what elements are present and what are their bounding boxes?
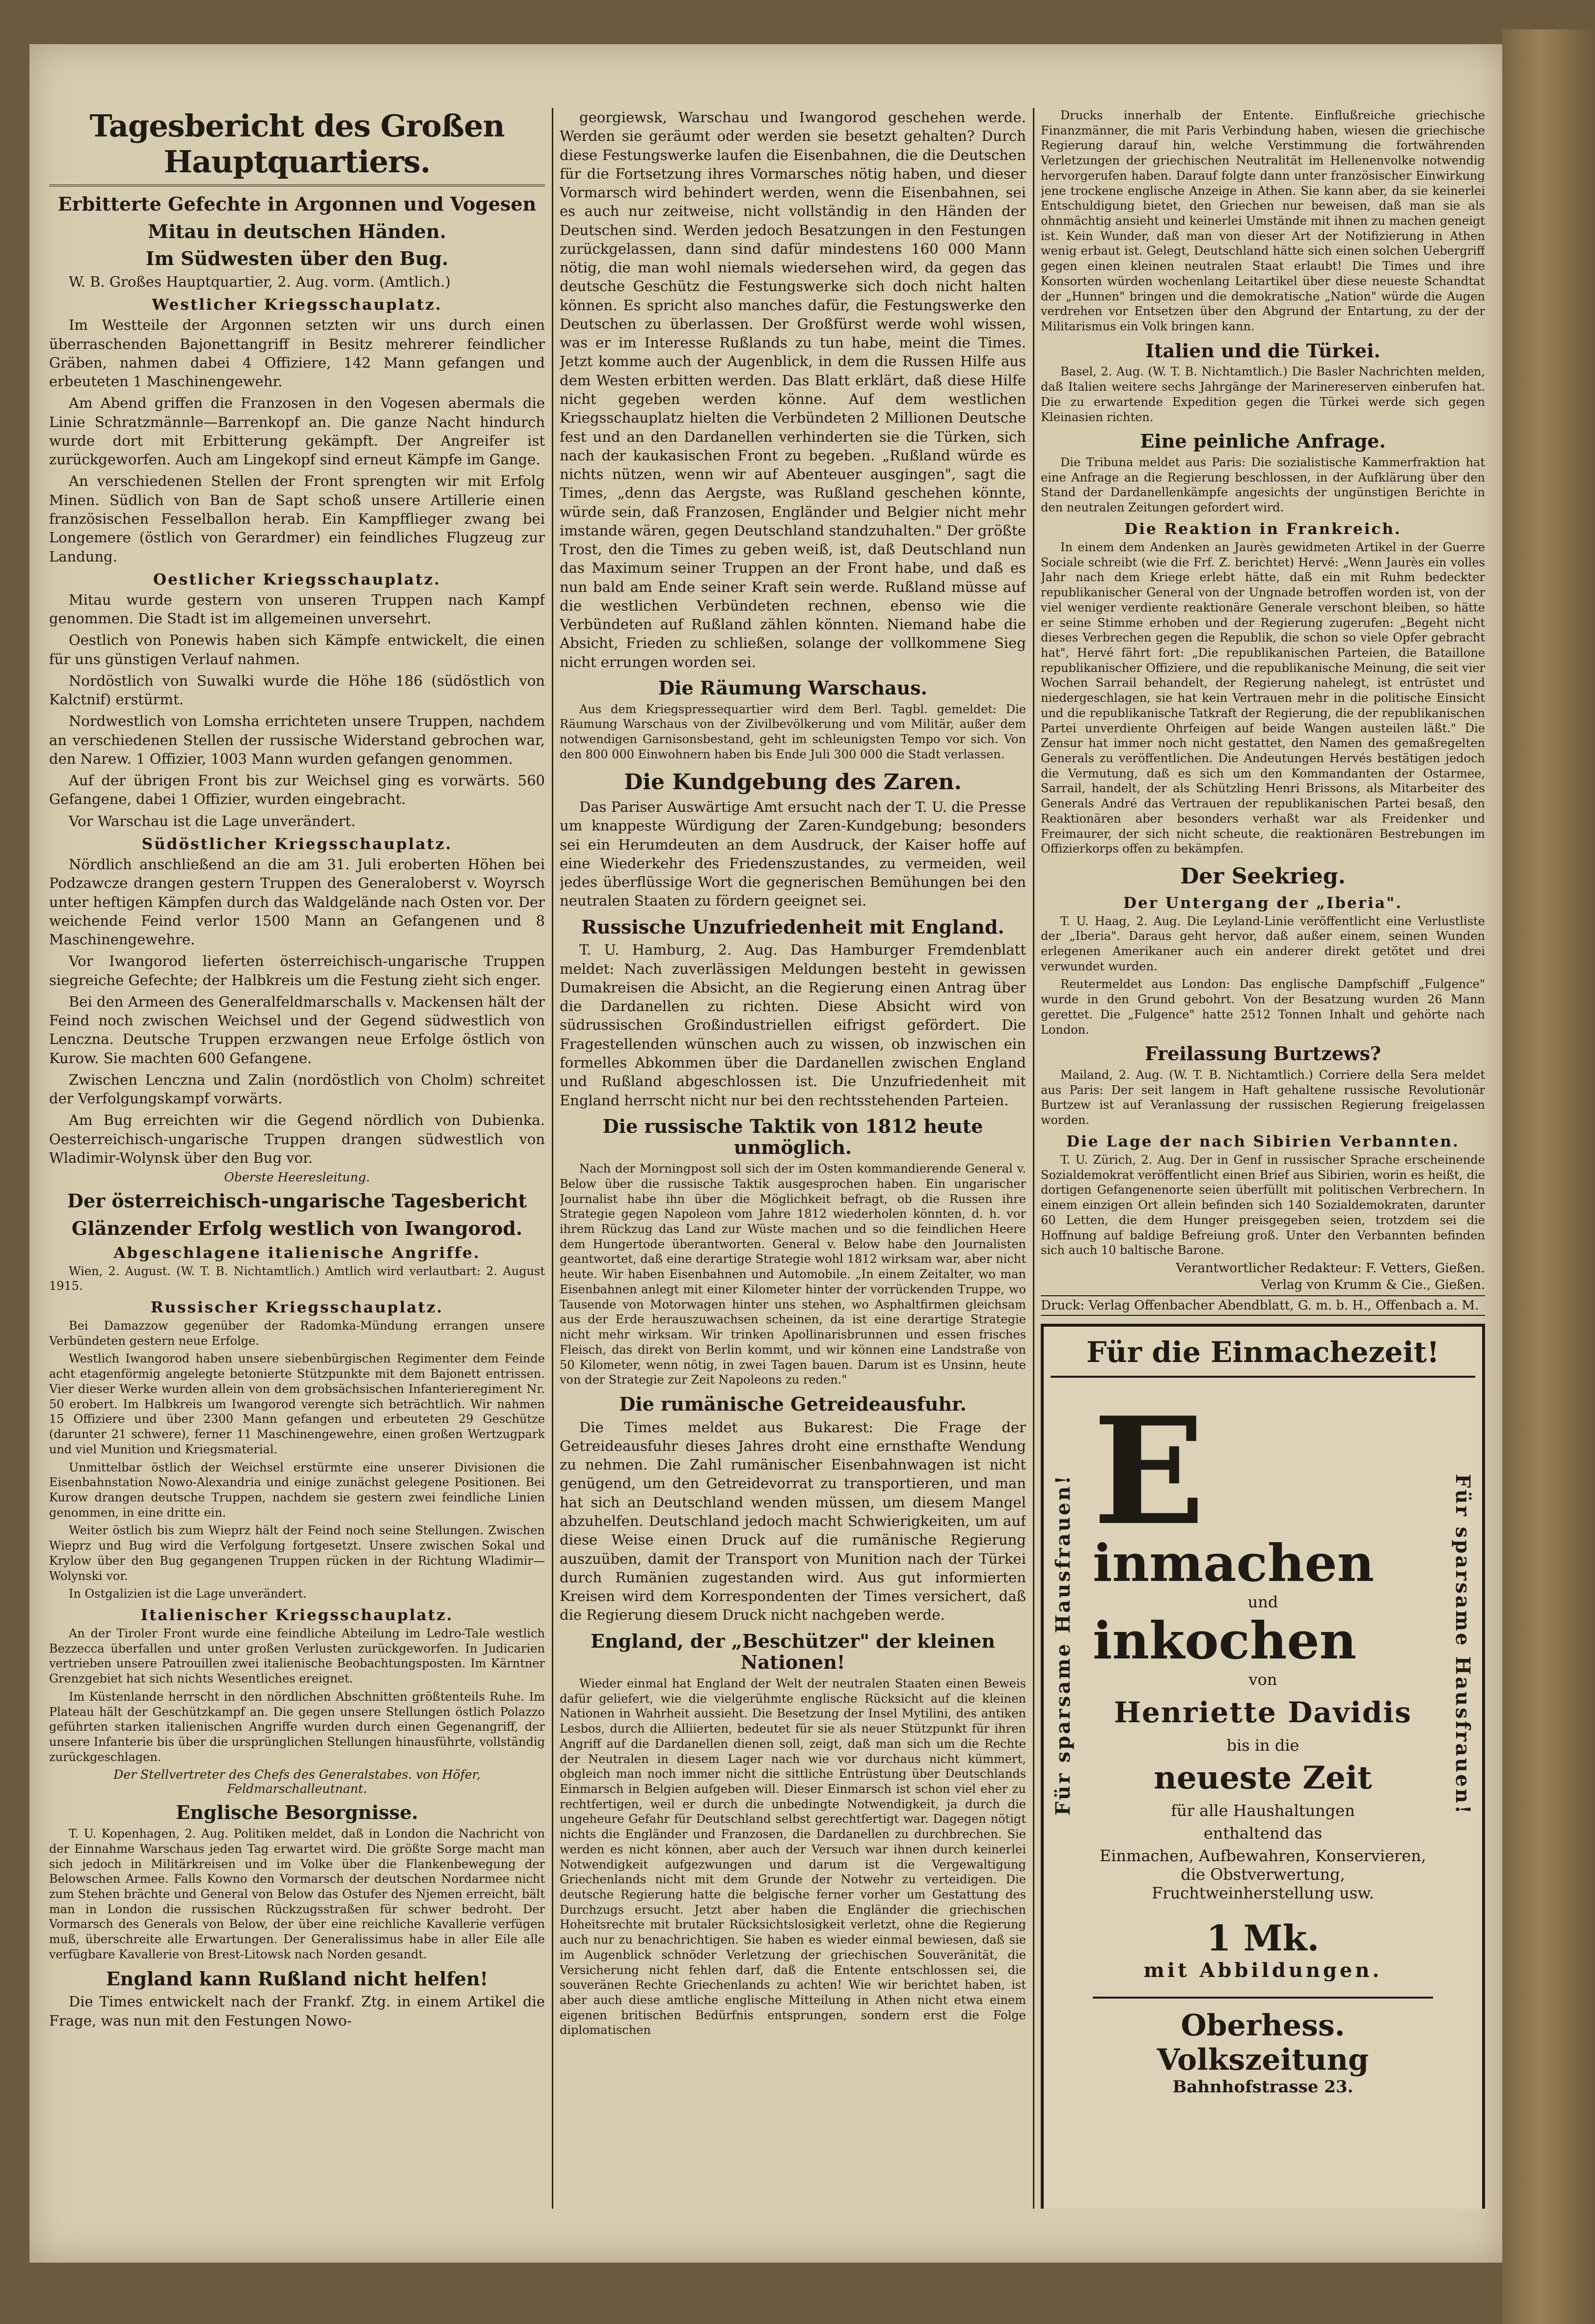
section-heading: Die Reaktion in Frankreich. <box>1124 520 1402 538</box>
paragraph: Wieder einmal hat England der Welt der neutralen Staaten einen Beweis dafür geliefert, wie die vielgerühmte englische Rücksicht auf die kleinen Nationen in Wahrheit aussieht. Die Besetzung der Insel Mytilini, des antiken Lesbos, durch die Alliierten, bedeutet für sie als neuer Stützpunkt für ihren Angriff auf die Dardanellen dienen soll, zeigt, daß man sich um die Rechte der Neutralen in diesem Lager nach wie vor durchaus nicht kümmert, obgleich man noch immer nicht die sittliche Entrüstung über Deutschlands Einmarsch in Belgien aufgeben will. Dieser Einmarsch ist schon viel eher zu rechtfertigen, weil er durch die unbedingte Notwendigkeit, ja durch die ungeheure Gefahr für Deutschland selbst gerechtfertigt war. Dagegen nötigt nichts die Engländer und Franzosen, die Dardanellen zu durchbrechen. Sie werden es nicht können, aber auch der Versuch war ihnen durch keinerlei Notwendigkeit aufgezwungen und darum ist die Vergewaltigung Griechenlands nicht mit dem Grunde der Notwehr zu verteidigen. Die deutsche Regierung hatte die belgische ferner vorher um Gestattung des Durchzugs ersucht. Jetzt aber haben die Engländer die griechischen Hoheitsrechte mit brutaler Rücksichtslosigkeit verletzt, ohne die Regierung auch nur zu benachrichtigen. Sie haben es wieder einmal bewiesen, daß sie im Augenblick schnöder Verletzung der griechischen Souveränität, die Versicherung nicht fehlen darf, daß die Entente entschlossen sei, die souveränen Rechte Griechenlands zu achten! Wie wir berichtet haben, ist aber auch diese amtliche englische Mitteilung in Athen nicht etwa einem eigenen britischen Bedürfnis entsprungen, sondern erst die Folge diplomatischen <box>560 1676 1026 2037</box>
ad-enthaltend: enthaltend das <box>1203 1823 1323 1843</box>
ad-und: und <box>1247 1592 1278 1611</box>
section-heading: Der Untergang der „Iberia". <box>1123 894 1403 912</box>
paragraph: Westlich Iwangorod haben unsere siebenbürgischen Regimenter dem Feinde acht etagenförmig angelegte betonierte Stützpunkte mit dem Bajonett entrissen. Vier dieser Werke wurden allein von dem grobsächsischen Infanterieregiment Nr. 50 erobert. Im Halbkreis um Iwangorod verengte sich beträchtlich. Wir nahmen 15 Offiziere und über 2300 Mann gefangen und erbeuteten 29 Geschütze (darunter 21 schwere), ferner 11 Maschinengewehre, einen großen Wertzugpark und viel Munition und Kriegsmaterial. <box>49 1352 545 1456</box>
paragraph: T. U. Zürich, 2. Aug. Der in Genf in russischer Sprache erscheinende Sozialdemokrat veröffentlicht einen Brief aus Sibirien, worin es heißt, die dortigen Gefangenenorte seien überfüllt mit politischen Verbrechern. In einem einzigen Ort allein befinden sich 140 Sozialdemokraten, darunter 60 Letten, die dem Hunger preisgegeben seien, trotzdem sei die Hoffnung auf baldige Befreiung groß. Unter den Verbannten befinden sich auch 10 baltische Barone. <box>1041 1152 1485 1257</box>
imprint-printer: Druck: Verlag Offenbacher Abendblatt, G. m. b. H., Offenbach a. M. <box>1041 1295 1485 1316</box>
paragraph: Oestlich von Ponewis haben sich Kämpfe entwickelt, die einen für uns günstigen Verlauf nahmen. <box>49 632 545 668</box>
headline: Glänzender Erfolg westlich von Iwangorod. <box>71 1217 523 1239</box>
paragraph: Bei Damazzow gegenüber der Radomka-Mündung errangen unsere Verbündeten gestern neue Erfolge. <box>49 1319 545 1348</box>
paragraph: T. U. Kopenhagen, 2. Aug. Politiken meldet, daß in London die Nachricht von der Einnahme Warschaus jeden Tag erwartet wird. Die größte Sorge macht man sich jedoch in Militärkreisen und im Volke über die Flankenbewegung der Belowschen Armee. Falls Kowno den Vormarsch der deutschen Nordarmee nicht zum Stehen brächte und General von Below das Ostufer des Njemen erreicht, bält man in London die russischen Rückzugsstraßen für schwer bedroht. Der Vormarsch des Generals von Below, der über eine reichliche Kavallerie verfügen muß, überschreite alle Erwartungen. Der Generalissimus habe in aller Eile alle verfügbare Kavallerie von Brest-Litowsk nach Norden gesandt. <box>49 1827 545 1961</box>
headline: Der österreichisch-ungarische Tagesbericht <box>67 1190 527 1212</box>
ad-headline: Für die Einmachezeit! <box>1051 1336 1475 1378</box>
ad-initial-letter: E <box>1093 1405 1205 1558</box>
column-3 <box>1041 108 1485 2209</box>
paragraph: T. U. Hamburg, 2. Aug. Das Hamburger Fremdenblatt meldet: Nach zuverlässigen Meldungen besteht in gewissen Dumakreisen die Absicht, an die Regierung einen Antrag über die Dardanellen zu richten. Diese Absicht wird von südrussischen Großindustriellen eifrigst gefördert. Die Fragestellenden wünschen auch zu wissen, ob inzwischen ein formelles Abkommen über die Dardanellen zwischen England und Rußland abgeschlossen ist. Die Unzufriedenheit mit England herrscht nicht nur bei den rechtsstehenden Parteien. <box>560 941 1026 1109</box>
ad-price: 1 Mk. <box>1206 1917 1320 1959</box>
ad-neueste-zeit: neueste Zeit <box>1154 1759 1372 1796</box>
paragraph: Nach der Morningpost soll sich der im Osten kommandierende General v. Below über die russische Taktik ausgesprochen haben. Ein ungarischer Journalist habe ihn über die Möglichkeit befragt, ob die Russen ihre Strategie gegen Napoleon vom Jahre 1812 wiederholen könnten, d. h. vor ihrem Rückzug das Land zur Wüste machen und so die feindlichen Heere dem Hungertode überantworten. General v. Below habe den Journalisten geantwortet, daß eine derartige Strategie wohl 1812 wirksam war, aber nicht heute. Wir haben Eisenbahnen und Automobile. „In einem Zeitalter, wo man Eisenbahnen anlegt mit einer Kilometer hinter der vorrückenden Truppe, wo Tausende von Motorwagen hinter uns stehen, wo Asphaltfirmen gleichsam aus der Erde herauszuwachsen scheinen, da ist eine derartige Strategie nicht mehr wirksam. Wir trinken Apollinarisbrunnen und essen frisches Fleisch, das direkt von Berlin kommt, und wir können eine Landstraße von 50 Kilometer, wenn nötig, in zwei Tagen bauen. Darum ist es Unsinn, heute von der Strategie zur Zeit Napoleons zu reden." <box>560 1162 1026 1387</box>
paragraph: Die Tribuna meldet aus Paris: Die sozialistische Kammerfraktion hat eine Anfrage an die Regierung beschlossen, in der Aufklärung über den Stand der Dardanellenkämpfe angesichts der ungünstigen Berichte in den neutralen Zeitungen gefordert wird. <box>1041 455 1485 515</box>
paragraph: Mailand, 2. Aug. (W. T. B. Nichtamtlich.) Corriere della Sera meldet aus Paris: Der seit langem in Haft gehaltene russische Revolutionär Burtzew ist auf Veranlassung der russischen Regierung freigelassen worden. <box>1041 1068 1485 1127</box>
paragraph: In Ostgalizien ist die Lage unverändert. <box>69 1587 307 1601</box>
paragraph: Nordwestlich von Lomsha errichteten unsere Truppen, nachdem an verschiedenen Stellen der russische Widerstand gebrochen war, den Narew. 1 Offizier, 1003 Mann wurden gefangen genommen. <box>49 713 545 767</box>
paragraph: An verschiedenen Stellen der Front sprengten wir mit Erfolg Minen. Südlich von Ban de Sapt schoß unsere Artillerie einen französischen Fesselballon herab. Ein Kampfflieger zwang bei Longemere (östlich von Gerardmer) ein feindliches Flugzeug zur Landung. <box>49 473 545 565</box>
advertisement <box>1041 1324 1485 2209</box>
paragraph: Bei den Armeen des Generalfeldmarschalls v. Mackensen hält der Feind noch zwischen Weichsel und der Gegend südwestlich von Lenczna. Deutsche Truppen erzwangen neue Erfolge östlich von Kurow. Sie machten 600 Gefangene. <box>49 993 545 1067</box>
headline: Russische Unzufriedenheit mit England. <box>581 915 1004 938</box>
imprint-publisher: Verlag von Krumm & Cie., Gießen. <box>1261 1277 1485 1292</box>
paragraph: An der Tiroler Front wurde eine feindliche Abteilung im Ledro-Tale westlich Bezzecca überfallen und unter großen Verlusten zurückgeworfen. In Judicarien vertrieben unsere Patrouillen zwei italienische Beobachtungsposten. Im Kärntner Grenzgebiet hat sich nichts Wesentliches ereignet. <box>49 1626 545 1686</box>
paragraph: Nördlich anschließend an die am 31. Juli eroberten Höhen bei Podzawcze drangen gestern Truppen des Generaloberst v. Woyrsch unter heftigen Kämpfen durch das Waldgelände nach Osten vor. Der weichende Feind verlor 1500 Mann an Gefangenen und 8 Maschinengewehre. <box>49 855 545 948</box>
paragraph: Die Times entwickelt nach der Frankf. Ztg. in einem Artikel die Frage, was nun mit den Festungen Nowo- <box>49 1993 545 2029</box>
paragraph: W. B. Großes Hauptquartier, 2. Aug. vorm. (Amtlich.) <box>69 273 451 291</box>
headline: England, der „Beschützer" der kleinen Nationen! <box>591 1629 995 1674</box>
headline: Erbitterte Gefechte in Argonnen und Vogesen <box>57 193 537 215</box>
paragraph: Basel, 2. Aug. (W. T. B. Nichtamtlich.) Die Basler Nachrichten melden, daß Italien weitere sechs Jahrgänge der Marinereserven einberufen hat. Die zu erwartende Expedition gegen die Türkei werde sich gegen Kleinasien richten. <box>1041 365 1485 424</box>
paragraph: Die Times meldet aus Bukarest: Die Frage der Getreideausfuhr dieses Jahres droht eine ernsthafte Wendung zu nehmen. Die Zahl rumänischer Eisenbahnwagen ist nicht genügend, um den Getreidevorrat zu transportieren, und man hat sich an Deutschland wenden müssen, um diesem Mangel abzuhelfen. Deutschland jedoch macht Schwierigkeiten, um auf diese Weise einen Druck auf die rumänische Regierung auszuüben, damit der Transport von Munition nach der Türkei durch Rumänien zugestanden wird. Aus gut informierten Kreisen wird dem Korrespondenten der Times versichert, daß die Regierung diesem Druck nicht nachgeben werde. <box>560 1418 1026 1624</box>
headline: Freilassung Burtzews? <box>1144 1042 1381 1065</box>
ad-side-text-right: Für sparsame Hausfrauen! <box>1451 1473 1474 1816</box>
ad-contents: Einmachen, Aufbewahren, Konservieren, die Obstverwertung, Fruchtweinherstellung usw. <box>1099 1846 1427 1902</box>
column-1 <box>49 108 545 2209</box>
column-2 <box>560 108 1026 2209</box>
paragraph: Nordöstlich von Suwalki wurde die Höhe 186 (südöstlich von Kalctnif) erstürmt. <box>49 672 545 708</box>
newspaper-page <box>29 44 1502 2263</box>
headline: Die Kundgebung des Zaren. <box>624 769 962 795</box>
ad-author: Henriette Davidis <box>1114 1695 1412 1729</box>
headline: Englische Besorgnisse. <box>176 1801 418 1824</box>
imprint-editor: Verantwortlicher Redakteur: F. Vetters, Gießen. <box>1176 1260 1485 1276</box>
paragraph: Im Küstenlande herrscht in den nördlichen Abschnitten größtenteils Ruhe. Im Plateau hält der Geschützkampf an. Die gegen unsere Stellungen östlich Polazzo geführten starken italienischen Angriffe wurden durch einen Gegenangriff, der unsere Infanterie bis über die ursprünglichen Stellungen hinausführte, vollständig zurückgeschlagen. <box>49 1689 545 1764</box>
paragraph: Vor Warschau ist die Lage unverändert. <box>69 812 356 829</box>
column-rule <box>1033 108 1034 2209</box>
ad-price-sub: mit Abbildungen. <box>1143 1958 1382 1982</box>
headline: Der Seekrieg. <box>1180 864 1346 889</box>
headline: England kann Rußland nicht helfen! <box>106 1967 488 1990</box>
ad-body <box>1093 1395 1433 2203</box>
paragraph: Am Abend griffen die Franzosen in den Vogesen abermals die Linie Schratzmännle—Barrenkopf an. Die ganze Nacht hindurch wurde dort mit Erbitterung gekämpft. Der Angreifer ist zurückgeworfen. Auch am Lingekopf sind erneut Kämpfe im Gange. <box>49 395 545 468</box>
paragraph: Am Bug erreichten wir die Gegend nördlich von Dubienka. Oesterreichisch-ungarische Truppen drangen südwestlich von Wladimir-Wolynsk über den Bug vor. <box>49 1112 545 1166</box>
book-binding <box>1502 29 1595 2324</box>
paragraph: Unmittelbar östlich der Weichsel erstürmte eine unserer Divisionen die Eisenbahnstation Nowo-Alexandria und einige zunächst gelegene Positionen. Bei Kurow drangen deutsche Truppen, nachdem sie gestern zwei feindliche Linien genommen, in eine dritte ein. <box>49 1460 545 1520</box>
ad-publisher: Oberhess. Volkszeitung <box>1093 1997 1433 2077</box>
headline: Im Südwesten über den Bug. <box>145 247 449 270</box>
paragraph: In einem dem Andenken an Jaurès gewidmeten Artikel in der Guerre Sociale schreibt (wie die Frf. Z. berichtet) Hervé: „Wenn Jaurès ein volles Jahr nach dem Kriege erlebt hätte, daß ein mit Ruhm bedeckter republikanischer General von der Ungnade betroffen worden ist, von der viel weniger verdiente reaktionäre Generale verschont bleiben, so hätte er seine Stimme erhoben und der Regierung zugerufen: „Begeht nicht dieses Verbrechen gegen die Republik, die schon so viele Opfer gebracht hat", Hervé fährt fort: „Die republikanischen Parteien, die Bataillone republikanischer Offiziere, und die republikanische Meinung, die seit vier Wochen Sarrail behandelt, der Regierung nahelegt, ist entrüstet und niedergeschlagen, sie hat kein Vertrauen mehr in die politische Einsicht und die republikanische Tatkraft der Regierung, die der republikanischen Partei unverdiente Ohrfeigen auf beide Wangen austeilen läßt." Die Zensur hat immer noch nicht gestattet, den Namen des gemaßregelten Generals zu veröffentlichen. Die Andeutungen Hervés bestätigen jedoch die Vermutung, daß es sich um den Kommandanten der Ostarmee, Sarrail, handelt, der als Schützling Henri Brissons, als Mitarbeiter des Generals André das Vertrauen der republikanischen Partei besaß, den Reaktionären aber besonders verhaßt war als Freidenker und Freimaurer, der sich nicht scheute, die reaktionären Bestrebungen im Offizierkorps offen zu bekämpfen. <box>1041 540 1485 856</box>
ad-side-text-left: Für sparsame Hausfrauen! <box>1052 1473 1075 1816</box>
paragraph: Das Pariser Auswärtige Amt ersucht nach der T. U. die Presse um knappeste Würdigung der Zaren-Kundgebung; besonders sei ein Herumdeuten an dem Ausdruck, der Kaiser hoffe auf eine Wiederkehr des Friedenszustandes, zu vermeiden, weil jedes überflüssige Wort die gegnerischen Bemühungen bei den neutralen Staaten zu fördern geeignet sei. <box>560 799 1026 909</box>
paragraph: georgiewsk, Warschau und Iwangorod geschehen werde. Werden sie geräumt oder werden sie besetzt gehalten? Durch diese Festungswerke laufen die Eisenbahnen, die die Deutschen für die Fortsetzung ihres Vormarsches nötig haben, und dieser Vormarsch wird behindert werden, wenn die Eisenbahnen, sei es auch nur zeitweise, nicht vollständig in den Händen der Deutschen sind. Werden jedoch Besatzungen in den Festungen zurückgelassen, dann sind dafür mindestens 160 000 Mann nötig, die man wohl niemals wiedersehen wird, da gegen das deutsche Geschütz die Festungswerke sich doch nicht halten können. Es spricht also manches dafür, die Festungswerke den Deutschen zu überlassen. Der Großfürst werde wohl wissen, was er im Interesse Rußlands zu tun habe, meint die Times. Jetzt komme auch der Augenblick, in dem die Russen Hilfe aus dem Westen erbitten werden. Das Blatt erklärt, daß diese Hilfe nicht gegeben werden könne. Auf dem westlichen Kriegsschauplatz hielten die Verbündeten 2 Millionen Deutsche fest und an den Dardanellen verhinderten sie die Türken, sich nach der kaukasischen Front zu begeben. „Rußland würde es nichts nützen, wenn wir auf Abenteuer ausgingen", sagt die Times, „denn das Aergste, was Rußland geschehen könnte, würde sein, daß Franzosen, Engländer und Belgier nicht mehr imstande wären, gegen Deutschland standzuhalten." Der größte Trost, den die Times zu geben weiß, ist, daß Deutschland nun das Maximum seiner Truppen an der Front habe, und daß es nun bald am Ende seiner Kraft sein werde. Rußland müsse auf die westlichen Verbündeten rechnen, ebenso wie die Verbündeten auf Rußland zählen könnten. Niemand habe die Absicht, Frieden zu schließen, solange der vollkommene Sieg nicht errungen worden sei. <box>560 109 1026 670</box>
masthead: Tagesbericht des Großen Hauptquartiers. <box>49 108 545 187</box>
paragraph: Wien, 2. August. (W. T. B. Nichtamtlich.) Amtlich wird verlautbart: 2. August 1915. <box>49 1264 545 1293</box>
headline: Die Räumung Warschaus. <box>658 676 927 699</box>
section-heading: Russischer Kriegsschauplatz. <box>150 1299 444 1317</box>
ad-address: Bahnhofstrasse 23. <box>1172 2077 1353 2097</box>
paragraph: Reutermeldet aus London: Das englische Dampfschiff „Fulgence" wurde in den Grund gebohrt. Von der Besatzung wurden 26 Mann gerettet. Die „Fulgence" hatte 2512 Tonnen Inhalt und gehörte nach London. <box>1041 977 1485 1037</box>
ad-title-einkochen: inkochen <box>1093 1610 1357 1666</box>
paragraph: Zwischen Lenczna und Zalin (nordöstlich von Cholm) schreitet der Verfolgungskampf vorwärts. <box>49 1071 545 1107</box>
paragraph: T. U. Haag, 2. Aug. Die Leyland-Linie veröffentlicht eine Verlustliste der „Iberia". Daraus geht hervor, daß außer einem, seinen Wunden erlegenen Amerikaner auch ein anderer direkt getötet und drei verwundet wurden. <box>1041 914 1485 973</box>
section-heading: Abgeschlagene italienische Angriffe. <box>113 1244 481 1262</box>
signature: Oberste Heeresleitung. <box>224 1170 370 1185</box>
ad-fuer: für alle Haushaltungen <box>1171 1801 1355 1820</box>
paragraph: Auf der übrigen Front bis zur Weichsel ging es vorwärts. 560 Gefangene, dabei 1 Offizier, wurden eingebracht. <box>49 772 545 808</box>
paragraph: Weiter östlich bis zum Wieprz hält der Feind noch seine Stellungen. Zwischen Wieprz und Bug wird die Verfolgung fortgesetzt. Unsere zwischen Sokal und Krylow über den Bug gegangenen Truppen rücken in der Richtung Wladimir—Wolynski vor. <box>49 1523 545 1583</box>
column-rule <box>552 108 553 2209</box>
section-heading: Westlicher Kriegsschauplatz. <box>152 296 442 314</box>
headline: Die russische Taktik von 1812 heute unmöglich. <box>602 1115 983 1159</box>
headline: Mitau in deutschen Händen. <box>148 220 446 242</box>
paragraph: Mitau wurde gestern von unseren Truppen nach Kampf genommen. Die Stadt ist im allgemeinen unversehrt. <box>49 591 545 627</box>
paragraph: Drucks innerhalb der Entente. Einflußreiche griechische Finanzmänner, die mit Paris Verbindung haben, wiesen die griechische Regierung darauf hin, welche Verstimmung die fortwährenden Verletzungen der griechischen Neutralität im Hellenenvolke notwendig hervorgerufen haben. Darauf folgte dann unter französischer Einwirkung jene trockene englische Anzeige in Athen. Sie kann aber, da sie keinerlei Entschuldigung bietet, den Griechen nur beweisen, daß man sie als ohnmächtig ansieht und keinerlei Umstände mit ihnen zu machen geneigt ist. Kein Wunder, daß man von dieser Art der Notifizierung in Athen wenig erbaut ist. Gelegt, Deutschland hätte sich einen solchen Uebergriff gegen einen kleinen neutralen Staat erlaubt! Die Times und ihre Konsorten würden wochenlang Leitartikel über diese neueste Schandtat der „Hunnen" bringen und die demokratische „Nation" würde die Augen verdrehen vor Entsetzen über den Abgrund der Entartung, zu der der Militarismus ein Volk bringen kann. <box>1041 108 1485 334</box>
signature: Der Stellvertreter des Chefs des Generalstabes. von Höfer, Feldmarschalleutnant. <box>113 1767 481 1796</box>
section-heading: Südöstlicher Kriegsschauplatz. <box>141 835 453 853</box>
section-heading: Oestlicher Kriegsschauplatz. <box>153 570 441 588</box>
section-heading: Italienischer Kriegsschauplatz. <box>140 1606 454 1624</box>
paragraph: Vor Iwangorod lieferten österreichisch-ungarische Truppen siegreiche Gefechte; der Halbkreis um die Festung zieht sich enger. <box>49 953 545 988</box>
section-heading: Die Lage der nach Sibirien Verbannten. <box>1066 1132 1460 1150</box>
headline: Die rumänische Getreideausfuhr. <box>619 1392 967 1415</box>
ad-bis: bis in die <box>1226 1736 1299 1755</box>
paragraph: Im Westteile der Argonnen setzten wir uns durch einen überraschenden Bajonettangriff in Besitz mehrerer feindlicher Gräben, nahmen dabei 4 Offiziere, 142 Mann gefangen und erbeuteten 1 Maschinengewehr. <box>49 317 545 390</box>
paragraph: Aus dem Kriegspressequartier wird dem Berl. Tagbl. gemeldet: Die Räumung Warschaus von der Zivilbevölkerung und vom Militär, außer dem notwendigen Garnisonsbestand, geht im schleunigsten Tempo vor sich. Von den 800 000 Einwohnern haben bis Ende Juli 300 000 die Stadt verlassen. <box>560 702 1026 761</box>
ad-von: von <box>1248 1670 1277 1689</box>
ad-title-einmachen: inmachen <box>1093 1532 1375 1593</box>
headline: Italien und die Türkei. <box>1145 339 1380 362</box>
headline: Eine peinliche Anfrage. <box>1140 430 1386 453</box>
